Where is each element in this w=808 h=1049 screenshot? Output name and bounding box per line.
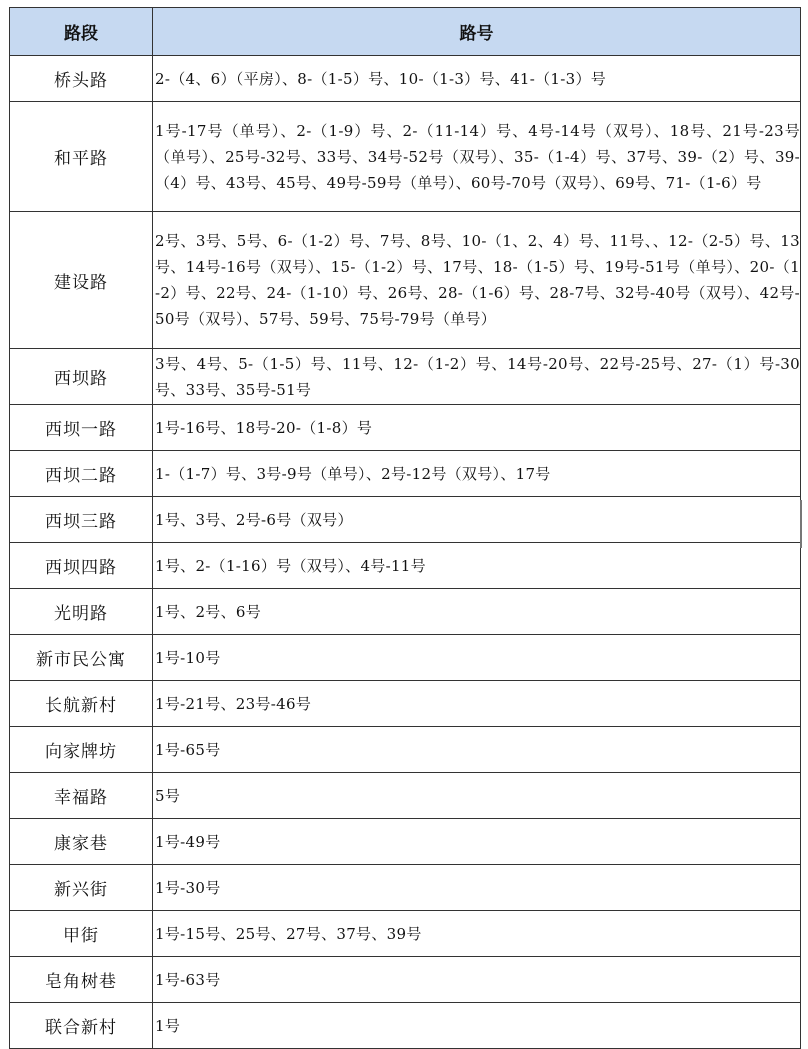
road-name: 新兴街 bbox=[10, 865, 153, 911]
road-name: 甲街 bbox=[10, 911, 153, 957]
road-name: 光明路 bbox=[10, 589, 153, 635]
road-number-table bbox=[9, 7, 801, 1049]
table-row bbox=[10, 543, 801, 589]
table-row bbox=[10, 635, 801, 681]
table-row bbox=[10, 497, 801, 543]
road-name: 康家巷 bbox=[10, 819, 153, 865]
road-name: 皂角树巷 bbox=[10, 957, 153, 1003]
table-row bbox=[10, 405, 801, 451]
road-numbers: 2-（4、6）（平房）、8-（1-5）号、10-（1-3）号、41-（1-3）号 bbox=[153, 56, 801, 102]
road-name: 新市民公寓 bbox=[10, 635, 153, 681]
road-numbers: 1号-49号 bbox=[153, 819, 801, 865]
table-row bbox=[10, 911, 801, 957]
road-numbers: 1号-17号（单号）、2-（1-9）号、2-（11-14）号、4号-14号（双号）、18号、21号-23号（单号）、25号-32号、33号、34号-52号（双号）、35-（1-4）号、37号、39-（2）号、39-（4）号、43号、45号、49号-59号（单号）、60号-70号（双号）、69号、71-（1-6）号 bbox=[153, 102, 801, 212]
road-name: 西坝三路 bbox=[10, 497, 153, 543]
window-resize-handle[interactable] bbox=[800, 500, 807, 548]
road-numbers: 1号、3号、2号-6号（双号） bbox=[153, 497, 801, 543]
table-row bbox=[10, 819, 801, 865]
table-row bbox=[10, 773, 801, 819]
road-numbers: 1号-15号、25号、27号、37号、39号 bbox=[153, 911, 801, 957]
road-name: 长航新村 bbox=[10, 681, 153, 727]
road-numbers: 1号-30号 bbox=[153, 865, 801, 911]
road-numbers: 2号、3号、5号、6-（1-2）号、7号、8号、10-（1、2、4）号、11号、、12-（2-5）号、13号、14号-16号（双号）、15-（1-2）号、17号、18-（1-5）号、19号-51号（单号）、20-（1-2）号、22号、24-（1-10）号、26号、28-（1-6）号、28-7号、32号-40号（双号）、42号-50号（双号）、57号、59号、75号-79号（单号） bbox=[153, 212, 801, 349]
road-name: 西坝二路 bbox=[10, 451, 153, 497]
road-numbers: 1号-63号 bbox=[153, 957, 801, 1003]
road-name: 西坝一路 bbox=[10, 405, 153, 451]
table-row bbox=[10, 56, 801, 102]
table-row bbox=[10, 957, 801, 1003]
table-row bbox=[10, 349, 801, 405]
table-row bbox=[10, 1003, 801, 1049]
road-name: 和平路 bbox=[10, 102, 153, 212]
road-numbers: 1号-65号 bbox=[153, 727, 801, 773]
road-name: 联合新村 bbox=[10, 1003, 153, 1049]
road-numbers: 1号-16号、18号-20-（1-8）号 bbox=[153, 405, 801, 451]
road-name: 向家牌坊 bbox=[10, 727, 153, 773]
table-row bbox=[10, 102, 801, 212]
road-numbers: 1-（1-7）号、3号-9号（单号）、2号-12号（双号）、17号 bbox=[153, 451, 801, 497]
road-numbers: 1号 bbox=[153, 1003, 801, 1049]
road-name: 建设路 bbox=[10, 212, 153, 349]
header-road: 路段 bbox=[10, 8, 153, 56]
table-row bbox=[10, 589, 801, 635]
road-numbers: 3号、4号、5-（1-5）号、11号、12-（1-2）号、14号-20号、22号-25号、27-（1）号-30号、33号、35号-51号 bbox=[153, 349, 801, 405]
table-row bbox=[10, 451, 801, 497]
road-name: 桥头路 bbox=[10, 56, 153, 102]
table-row bbox=[10, 212, 801, 349]
road-numbers: 1号、2-（1-16）号（双号）、4号-11号 bbox=[153, 543, 801, 589]
road-name: 西坝四路 bbox=[10, 543, 153, 589]
header-row bbox=[10, 8, 801, 56]
table-row bbox=[10, 865, 801, 911]
road-name: 西坝路 bbox=[10, 349, 153, 405]
road-name: 幸福路 bbox=[10, 773, 153, 819]
road-numbers: 1号-21号、23号-46号 bbox=[153, 681, 801, 727]
road-numbers: 1号-10号 bbox=[153, 635, 801, 681]
header-numbers: 路号 bbox=[153, 8, 801, 56]
road-numbers: 5号 bbox=[153, 773, 801, 819]
road-numbers: 1号、2号、6号 bbox=[153, 589, 801, 635]
table-row bbox=[10, 727, 801, 773]
table-row bbox=[10, 681, 801, 727]
